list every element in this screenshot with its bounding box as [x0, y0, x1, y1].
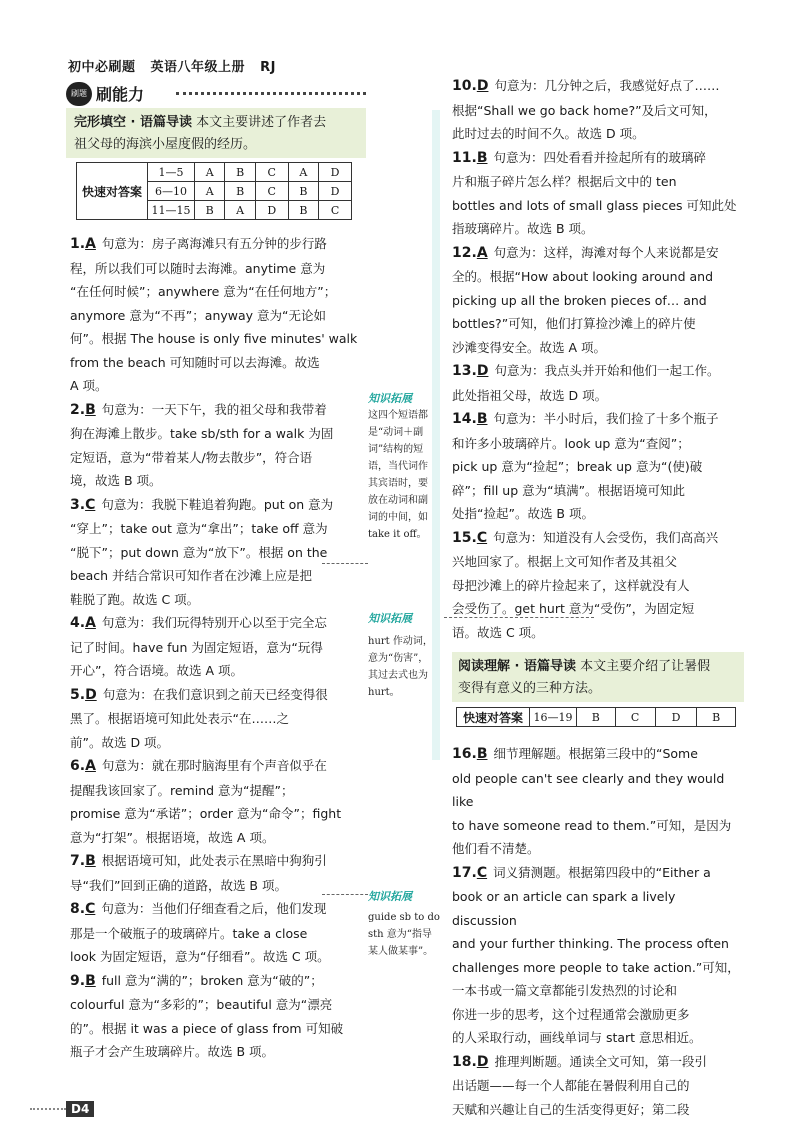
explanation-item — [70, 232, 362, 398]
answer-cell: B — [577, 708, 616, 727]
item-answer: A — [85, 758, 96, 774]
subject-name: 英语八年级上册 — [150, 60, 246, 75]
note-connector — [322, 563, 368, 564]
note-line: guide sb to do — [368, 912, 440, 923]
item-number: 11. — [452, 149, 477, 166]
explanation-line: 瓶子才会产生玻璃碎片。故选 B 项。 — [70, 1044, 275, 1059]
explanation-line: 句意为：四处看看并捡起所有的玻璃碎 — [493, 149, 706, 165]
explanation-line: promise 意为“承诺”；order 意为“命令”；fight — [70, 806, 342, 821]
item-answer: B — [476, 149, 488, 166]
item-number: 5. — [70, 686, 86, 703]
item-answer: C — [476, 864, 488, 881]
explanation-line: beach 并结合常识可知作者在沙滩上应是把 — [70, 568, 313, 583]
cloze-table-label: 快速对答案 — [77, 163, 148, 220]
explanation-item — [70, 897, 362, 969]
item-number: 4. — [70, 615, 86, 631]
explanation-line: colourful 意为“多彩的”；beautiful 意为“漂亮 — [70, 997, 333, 1012]
note-line: 其宾语时，要 — [368, 478, 428, 489]
explanation-line: picking up all the broken pieces of… and — [452, 292, 707, 308]
explanation-line: bottles?”可知，他们打算捡沙滩上的碎片使 — [452, 316, 696, 331]
explanation-line: old people can't see clearly and they would like — [452, 770, 725, 809]
item-number: 18. — [452, 1053, 477, 1070]
explanation-line: 根据“Shall we go back home?”及后文可知， — [452, 102, 717, 118]
note-line: 词的中间，如 — [368, 512, 428, 523]
section-title: 刷能力 — [96, 85, 145, 104]
page-number: D4 — [66, 1101, 94, 1117]
explanation-line: 天赋和兴趣让自己的生活变得更好；第二段 — [452, 1101, 690, 1117]
explanation-line: “脱下”；put down 意为“放下”。根据 on the — [70, 544, 328, 560]
item-number: 6. — [70, 758, 86, 774]
item-answer: D — [476, 78, 489, 94]
explanation-line: 定短语，意为“带着某人/物去散步”，符合语 — [70, 449, 313, 465]
explanation-line: 和许多小玻璃碎片。look up 意为“查阅”； — [452, 435, 690, 451]
explanation-item — [70, 683, 362, 755]
explanation-line: 句意为：几分钟之后，我感觉好点了…… — [494, 78, 720, 93]
item-number: 14. — [452, 411, 477, 427]
item-answer: C — [476, 529, 488, 546]
item-answer: B — [85, 972, 96, 989]
explanation-item — [70, 398, 362, 493]
note-connector — [322, 894, 368, 895]
item-number: 1. — [70, 236, 86, 252]
cloze-guide-label: 完形填空 · 语篇导读 — [74, 115, 192, 130]
explanation-line: 语。故选 C 项。 — [452, 624, 544, 640]
item-number: 3. — [70, 496, 86, 513]
note-line: take it off。 — [368, 529, 427, 540]
explanation-line: 黑了。根据语境可知此处表示“在……之 — [70, 711, 289, 726]
explanation-line: 句意为：我点头并开始和他们一起工作。 — [494, 363, 720, 378]
item-answer: D — [476, 1053, 489, 1070]
item-answer: A — [476, 244, 488, 261]
explanation-line: 处指“捡起”。故选 B 项。 — [452, 506, 594, 521]
range-cell: 1—5 — [148, 163, 195, 182]
item-number: 9. — [70, 972, 86, 989]
answer-cell: C — [255, 163, 288, 182]
item-number: 13. — [452, 363, 477, 379]
explanation-line: 此处指祖父母，故选 D 项。 — [452, 387, 608, 403]
explanation-line: 境，故选 B 项。 — [70, 473, 162, 488]
explanation-line: 的人采取行动，画线单词与 start 意思相近。 — [452, 1030, 702, 1045]
explanation-line: 记了时间。have fun 为固定短语，意为“玩得 — [70, 639, 323, 655]
item-number: 16. — [452, 746, 477, 762]
note-phrasal-verbs — [368, 390, 448, 543]
note-line: sth 意为“指导 — [368, 929, 432, 940]
explanation-line: 导“我们”回到正确的道路，故选 B 项。 — [70, 877, 287, 893]
range-cell: 11—15 — [148, 201, 195, 220]
explanation-line: bottles and lots of small glass pieces 可知此处 — [452, 197, 737, 213]
answer-cell: B — [195, 201, 225, 220]
explanation-item — [452, 407, 744, 526]
explanation-line: 此时过去的时间不久。故选 D 项。 — [452, 126, 645, 141]
explanation-line: “穿上”；take out 意为“拿出”；take off 意为 — [70, 521, 328, 536]
explanation-line: and your further thinking. The process often — [452, 936, 729, 951]
explanation-line: 根据语境可知，此处表示在黑暗中狗狗引 — [101, 853, 327, 868]
item-answer: A — [85, 236, 96, 252]
explanation-line: 词义猜测题。根据第四段中的“Either a — [493, 864, 711, 880]
note-line: 是“动词＋副 — [368, 427, 424, 438]
reading-explanations — [452, 742, 744, 1121]
explanation-item — [70, 754, 362, 849]
item-number: 15. — [452, 529, 477, 546]
explanation-line: A 项。 — [70, 378, 108, 393]
answer-cell: C — [255, 182, 288, 201]
item-number: 12. — [452, 244, 477, 261]
note-line: 语，当代词作 — [368, 461, 428, 472]
explanation-line: anymore 意为“不再”；anyway 意为“无论如 — [70, 307, 326, 323]
footer-divider — [30, 1108, 66, 1110]
answer-cell: D — [655, 708, 697, 727]
answer-cell: B — [225, 182, 255, 201]
explanation-item — [70, 849, 362, 897]
reading-guide-box — [452, 652, 744, 702]
item-answer: C — [85, 901, 96, 917]
note-guide — [368, 888, 448, 960]
explanation-line: “在任何时候”；anywhere 意为“在任何地方”； — [70, 284, 337, 299]
explanation-line: 沙滩变得安全。故选 A 项。 — [452, 339, 606, 355]
item-number: 7. — [70, 853, 86, 869]
section-brand — [66, 82, 366, 106]
explanation-line: 的”。根据 it was a piece of glass from 可知破 — [70, 1020, 344, 1036]
answer-cell: D — [319, 163, 352, 182]
explanation-line: 出话题——每一个人都能在暑假利用自己的 — [452, 1078, 690, 1093]
explanation-line: 全的。根据“How about looking around and — [452, 269, 714, 284]
explanation-line: 兴地回家了。根据上文可知作者及其祖父 — [452, 554, 678, 569]
series-name: 初中必刷题 — [68, 60, 136, 75]
explanation-line: pick up 意为“捡起”；break up 意为“(使)破 — [452, 459, 703, 474]
note-line: 某人做某事”。 — [368, 946, 434, 957]
explanation-line: from the beach 可知随时可以去海滩。故选 — [70, 354, 320, 370]
answer-cell: A — [195, 163, 225, 182]
reading-answer-table — [456, 707, 736, 727]
note-line: 其过去式也为 — [368, 670, 428, 681]
explanation-line: 句意为：一天下午，我的祖父母和我带着 — [101, 401, 327, 417]
note-tag: 知识拓展 — [368, 612, 412, 625]
explanation-item — [452, 146, 744, 241]
item-answer: C — [85, 496, 96, 513]
explanation-line: 句意为：就在那时脑海里有个声音似乎在 — [101, 758, 327, 773]
answer-cell: B — [697, 708, 736, 727]
explanation-line: 细节理解题。根据第三段中的“Some — [493, 746, 698, 761]
answer-cell: A — [288, 163, 318, 182]
cloze-guide-box — [66, 108, 366, 158]
note-line: 词”结构的短 — [368, 444, 424, 455]
answer-cell: B — [288, 201, 318, 220]
divider — [176, 92, 366, 95]
explanation-line: challenges more people to take action.”可知， — [452, 959, 740, 975]
note-line: 这四个短语都 — [368, 410, 428, 421]
edition-name: RJ — [260, 60, 276, 75]
explanation-line: 提醒我该回家了。remind 意为“提醒”； — [70, 782, 294, 798]
cloze-guide-text-1: 本文主要讲述了作者去 — [196, 115, 327, 130]
explanation-item — [70, 493, 362, 612]
item-answer: B — [85, 401, 96, 418]
note-tag: 知识拓展 — [368, 890, 412, 903]
page-header — [68, 56, 286, 75]
brand-badge-icon: 刷题 — [66, 82, 92, 106]
explanation-item — [452, 861, 744, 1050]
item-answer: A — [85, 615, 96, 631]
explanation-line: 会受伤了。get hurt 意为“受伤”，为固定短 — [452, 601, 695, 616]
note-line: 意为“伤害”， — [368, 653, 429, 664]
item-answer: B — [476, 746, 488, 762]
reading-table-label: 快速对答案 — [457, 708, 530, 727]
explanation-line: 句意为：当他们仔细查看之后，他们发现 — [101, 901, 327, 916]
explanation-line: 何”。根据 The house is only five minutes' walk — [70, 331, 358, 346]
explanation-line: 前”。故选 D 项。 — [70, 734, 170, 750]
explanation-line: 指玻璃碎片。故选 B 项。 — [452, 221, 594, 236]
explanation-item — [70, 611, 362, 683]
item-answer: D — [476, 363, 489, 379]
item-number: 2. — [70, 401, 86, 418]
answer-cell: B — [288, 182, 318, 201]
answer-cell: D — [255, 201, 288, 220]
explanation-line: 你进一步的思考，这个过程通常会激励更多 — [452, 1006, 690, 1022]
note-line: 放在动词和副 — [368, 495, 428, 506]
explanation-line: 开心”，符合语境。故选 A 项。 — [70, 663, 243, 678]
explanation-line: 句意为：房子离海滩只有五分钟的步行路 — [101, 236, 327, 251]
item-answer: B — [85, 853, 96, 869]
left-explanations — [70, 232, 362, 1064]
explanation-line: to have someone read to them.”可知，是因为 — [452, 817, 732, 833]
explanation-line: book or an article can spark a lively discussion — [452, 889, 676, 928]
explanation-item — [452, 241, 744, 360]
explanation-line: 句意为：这样，海滩对每个人来说都是安 — [493, 244, 719, 260]
explanation-line: 句意为：知道没有人会受伤，我们高高兴 — [493, 529, 719, 545]
explanation-item — [452, 74, 744, 146]
cloze-guide-text-2: 祖父母的海滨小屋度假的经历。 — [74, 137, 257, 152]
explanation-item — [452, 1050, 744, 1122]
explanation-line: 他们看不清楚。 — [452, 841, 540, 856]
cloze-answer-table — [76, 162, 352, 220]
explanation-line: full 意为“满的”；broken 意为“破的”； — [101, 972, 323, 988]
answer-cell: A — [225, 201, 255, 220]
explanation-line: 狗在海滩上散步。take sb/sth for a walk 为固 — [70, 426, 334, 441]
explanation-line: 句意为：在我们意识到之前天已经变得很 — [102, 686, 328, 702]
answer-cell: C — [319, 201, 352, 220]
explanation-line: 那是一个破瓶子的玻璃碎片。take a close — [70, 925, 308, 941]
reading-guide-text-1: 本文主要介绍了让暑假 — [580, 659, 711, 674]
right-explanations — [452, 74, 744, 644]
explanation-line: 句意为：半小时后，我们捡了十多个瓶子 — [493, 411, 719, 426]
answer-cell: A — [195, 182, 225, 201]
explanation-line: 句意为：我脱下鞋追着狗跑。put on 意为 — [101, 496, 334, 512]
item-number: 10. — [452, 78, 477, 94]
answer-cell: C — [615, 708, 655, 727]
answer-cell: D — [319, 182, 352, 201]
explanation-line: 程，所以我们可以随时去海滩。anytime 意为 — [70, 260, 326, 276]
explanation-line: 句意为：我们玩得特别开心以至于完全忘 — [101, 615, 327, 630]
note-line: hurt。 — [368, 687, 400, 698]
item-number: 17. — [452, 864, 477, 881]
explanation-item — [70, 969, 362, 1064]
item-answer: D — [85, 686, 97, 703]
range-cell: 6—10 — [148, 182, 195, 201]
explanation-line: 鞋脱了跑。故选 C 项。 — [70, 591, 200, 607]
range-cell: 16—19 — [530, 708, 577, 727]
explanation-item — [452, 742, 744, 861]
item-answer: B — [476, 411, 488, 427]
explanation-line: 片和瓶子碎片怎么样？根据后文中的 ten — [452, 174, 677, 189]
answer-cell: B — [225, 163, 255, 182]
explanation-line: 意为“打架”。根据语境，故选 A 项。 — [70, 829, 275, 845]
explanation-item — [452, 359, 744, 407]
note-tag: 知识拓展 — [368, 392, 412, 405]
explanation-line: look 为固定短语，意为“仔细看”。故选 C 项。 — [70, 949, 330, 964]
note-line: hurt 作动词， — [368, 636, 433, 647]
explanation-line: 推理判断题。通读全文可知，第一段引 — [494, 1053, 707, 1069]
explanation-line: 母把沙滩上的碎片捡起来了，这样就没有人 — [452, 577, 690, 593]
reading-guide-label: 阅读理解 · 语篇导读 — [458, 659, 576, 674]
explanation-line: 一本书或一篇文章都能引发热烈的讨论和 — [452, 983, 678, 998]
explanation-line: 碎”；fill up 意为“填满”。根据语境可知此 — [452, 482, 686, 498]
item-number: 8. — [70, 901, 86, 917]
reading-guide-text-2: 变得有意义的三种方法。 — [458, 681, 602, 696]
note-hurt — [368, 610, 448, 701]
explanation-item — [452, 526, 744, 645]
